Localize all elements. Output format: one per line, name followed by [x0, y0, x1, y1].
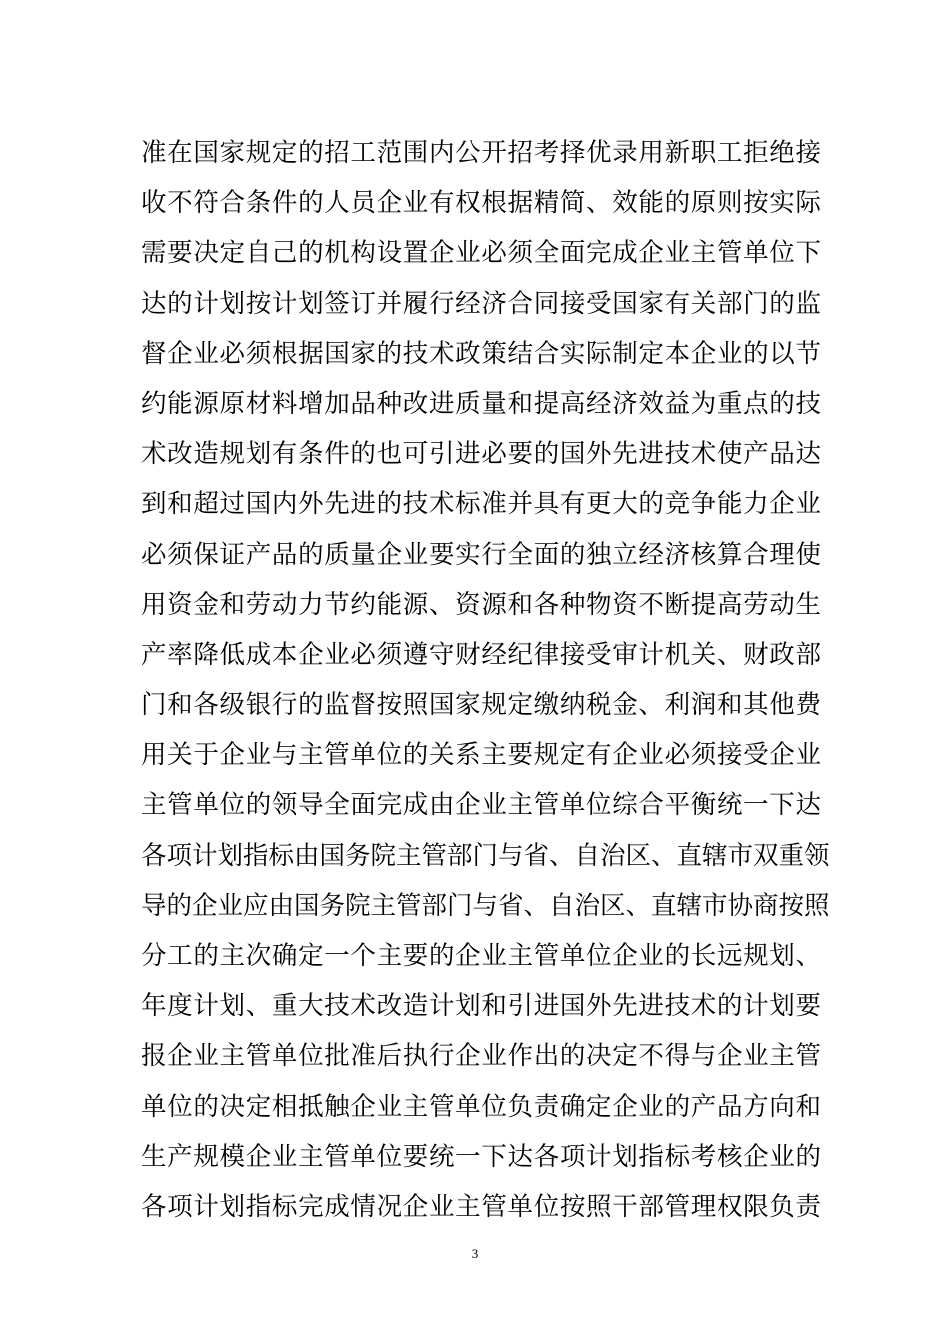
text-line: 用关于企业与主管单位的关系主要规定有企业必须接受企业: [141, 740, 821, 771]
text-line: 导的企业应由国务院主管部门与省、自治区、直辖市协商按照: [141, 890, 830, 921]
text-line: 达的计划按计划签订并履行经济合同接受国家有关部门的监: [141, 288, 821, 319]
text-line: 需要决定自己的机构设置企业必须全面完成企业主管单位下: [141, 238, 821, 269]
text-line: 到和超过国内外先进的技术标准并具有更大的竞争能力企业: [141, 489, 821, 520]
text-line: 年度计划、重大技术改造计划和引进国外先进技术的计划要: [141, 991, 821, 1022]
text-line: 主管单位的领导全面完成由企业主管单位综合平衡统一下达: [141, 790, 821, 821]
text-line: 约能源原材料增加品种改进质量和提高经济效益为重点的技: [141, 388, 821, 419]
text-line: 单位的决定相抵触企业主管单位负责确定企业的产品方向和: [141, 1091, 821, 1122]
text-line: 生产规模企业主管单位要统一下达各项计划指标考核企业的: [141, 1141, 821, 1172]
text-line: 分工的主次确定一个主要的企业主管单位企业的长远规划、: [141, 941, 821, 971]
text-line: 用资金和劳动力节约能源、资源和各种物资不断提高劳动生: [141, 589, 821, 620]
text-line: 督企业必须根据国家的技术政策结合实际制定本企业的以节: [141, 338, 821, 369]
text-line: 报企业主管单位批准后执行企业作出的决定不得与企业主管: [141, 1041, 821, 1072]
text-line: 各项计划指标由国务院主管部门与省、自治区、直辖市双重领: [141, 840, 830, 871]
page-number: 3: [471, 1246, 479, 1261]
text-line: 必须保证产品的质量企业要实行全面的独立经济核算合理使: [141, 539, 821, 570]
text-line: 各项计划指标完成情况企业主管单位按照干部管理权限负责: [141, 1191, 821, 1222]
body-text: [141, 128, 830, 1232]
text-line: 准在国家规定的招工范围内公开招考择优录用新职工拒绝接: [141, 138, 821, 168]
text-line: 门和各级银行的监督按照国家规定缴纳税金、利润和其他费: [141, 690, 821, 721]
text-line: 术改造规划有条件的也可引进必要的国外先进技术使产品达: [141, 439, 821, 470]
text-line: 收不符合条件的人员企业有权根据精简、效能的原则按实际: [141, 188, 821, 219]
text-line: 产率降低成本企业必须遵守财经纪律接受审计机关、财政部: [141, 639, 821, 670]
